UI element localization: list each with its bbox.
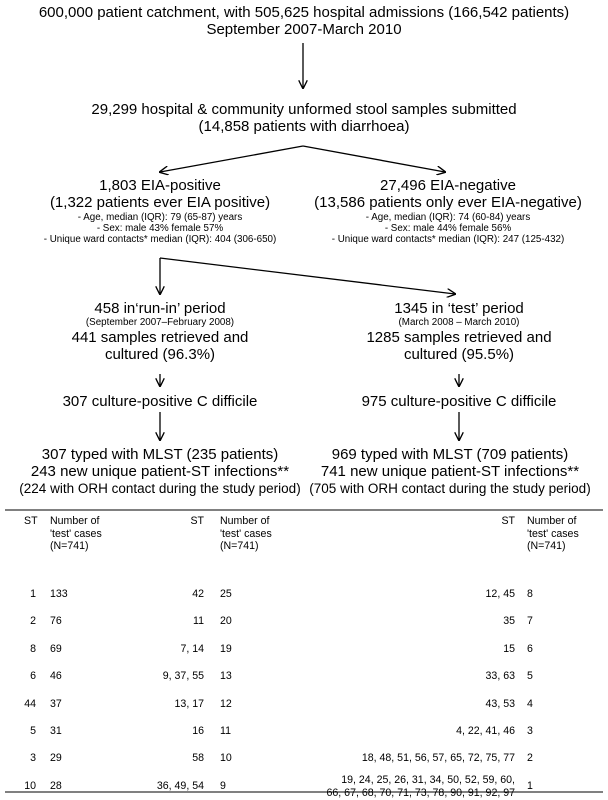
col1-st-cell: 1 [30, 588, 36, 600]
col1-cases-cell: 31 [50, 725, 62, 737]
col2-cases-cell: 9 [220, 779, 226, 792]
col1-cases-cell: 46 [50, 670, 62, 683]
col2-cases-cell: 20 [220, 615, 232, 628]
col2-st-cell: 7, 14 [180, 642, 204, 655]
col3-st-cell: 33, 63 [485, 670, 515, 683]
col1-st-cell: 5 [30, 725, 36, 737]
eia-negative-block: 27,496 EIA-negative (13,586 patients only ever EIA-negative) - Age, median (IQR): 74 (60-84) years - Sex: male 44% female 56% - Unique ward contacts* median (IQR): 247 (125-432) [314, 177, 582, 246]
col1-st-header: ST [24, 515, 38, 527]
col2-st-header: ST [190, 515, 204, 527]
test-typed-block: 969 typed with MLST (709 patients) 741 new unique patient-ST infections** (705 with ORH contact during the study period) [309, 446, 591, 496]
col3-st-cell: 4, 22, 41, 46 [456, 725, 515, 737]
col3-cases-cell: 7 [527, 615, 533, 628]
col3-st-cell: 12, 45 [485, 588, 515, 600]
col3-cases-cell: 2 [527, 752, 533, 765]
eia-positive-block: 1,803 EIA-positive (1,322 patients ever EIA positive) - Age, median (IQR): 79 (65-87) years - Sex: male 43% female 57% - Unique ward contacts* median (IQR): 404 (306-650) [43, 177, 277, 246]
col2-cases-cell: 11 [220, 725, 231, 737]
col1-cases-cell: 37 [50, 697, 62, 710]
col3-st-cell [275, 774, 515, 799]
col2-st-cell: 36, 49, 54 [156, 779, 204, 792]
col2-cases-cell: 25 [220, 588, 232, 600]
col2-cases-cell: 10 [220, 752, 232, 765]
col1-st-cell: 10 [24, 779, 36, 792]
col1-st-cell: 6 [30, 670, 36, 683]
col1-st-cell: 3 [30, 752, 36, 765]
col3-st-header: ST [501, 515, 515, 527]
col3-cases-cell: 1 [527, 779, 533, 792]
col2-cases-header: Number of 'test' cases (N=741) [220, 515, 272, 553]
col2-cases-cell: 12 [220, 697, 232, 710]
col2-st-cell: 16 [192, 725, 204, 737]
col1-cases-cell: 133 [50, 588, 68, 600]
col2-st-cell: 9, 37, 55 [162, 670, 204, 683]
arrow-samples-to-negative [303, 146, 445, 172]
col1-cases-cell: 76 [50, 615, 62, 628]
col3-cases-cell: 8 [527, 588, 533, 600]
col3-cases-cell: 3 [527, 725, 533, 737]
test-culture-positive: 975 culture-positive C difficile [361, 393, 557, 410]
runin-typed-block: 307 typed with MLST (235 patients) 243 new unique patient-ST infections** (224 with ORH contact during the study period) [19, 446, 301, 496]
col1-st-cell: 2 [30, 615, 36, 628]
col3-st-cell: 35 [503, 615, 515, 628]
col2-st-cell: 11 [193, 615, 204, 628]
samples-text: 29,299 hospital & community unformed stool samples submitted (14,858 patients with diarrhoea) [91, 101, 517, 136]
col3-st-cell: 18, 48, 51, 56, 57, 65, 72, 75, 77 [361, 752, 515, 765]
col3-cases-header: Number of 'test' cases (N=741) [527, 515, 579, 553]
col2-cases-cell: 19 [220, 642, 232, 655]
col3-cases-cell: 6 [527, 642, 533, 655]
runin-culture-positive: 307 culture-positive C difficile [62, 393, 258, 410]
col2-cases-cell: 13 [220, 670, 232, 683]
col1-st-cell: 8 [30, 642, 36, 655]
col1-cases-cell: 69 [50, 642, 62, 655]
col2-st-cell: 13, 17 [174, 697, 204, 710]
catchment-text: 600,000 patient catchment, with 505,625 hospital admissions (166,542 patients) September 2007-March 2010 [38, 4, 570, 39]
col2-st-cell: 42 [192, 588, 204, 600]
col3-st-line: 66, 67, 68, 70, 71, 73, 78, 90, 91, 92, 97 [326, 786, 515, 799]
arrow-positive-to-test [160, 258, 455, 294]
col3-cases-cell: 4 [527, 697, 533, 710]
col3-st-cell: 43, 53 [485, 697, 515, 710]
runin-period-block: 458 in‘run-in’ period (September 2007–February 2008) 441 samples retrieved and cultured (96.3%) [71, 300, 249, 363]
arrow-samples-to-positive [160, 146, 303, 172]
col1-cases-cell: 28 [50, 779, 62, 792]
col3-st-cell: 15 [503, 642, 515, 655]
col1-cases-header: Number of 'test' cases (N=741) [50, 515, 102, 553]
col1-st-cell: 44 [24, 697, 36, 710]
col2-st-cell: 58 [192, 752, 204, 765]
col1-cases-cell: 29 [50, 752, 62, 765]
col3-cases-cell: 5 [527, 670, 533, 683]
col3-st-line: 19, 24, 25, 26, 31, 34, 50, 52, 59, 60, [341, 773, 515, 786]
test-period-block: 1345 in ‘test’ period (March 2008 – March 2010) 1285 samples retrieved and cultured (95.5%) [366, 300, 552, 363]
